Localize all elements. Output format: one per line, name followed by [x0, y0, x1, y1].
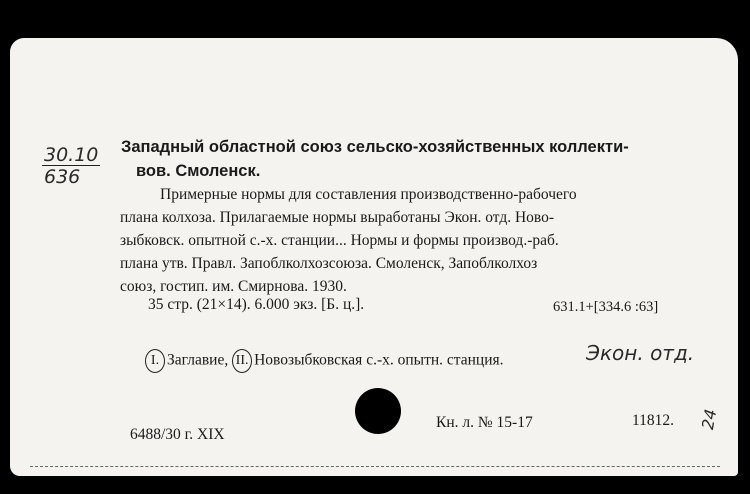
corner-handwritten-mark: 24	[698, 407, 721, 431]
call-number-bottom: 636	[44, 166, 81, 188]
tracing-1-number: I.	[145, 349, 165, 373]
description-line-1: Примерные нормы для составления производственно-рабочего	[160, 186, 577, 203]
card-bottom-edge-line	[30, 466, 720, 467]
tracing-2-number: II.	[232, 349, 252, 373]
description-line-4: плана утв. Правл. Запоблколхозсоюза. Смоленск, Запоблколхоз	[120, 255, 538, 272]
tracings	[145, 349, 504, 373]
footer-book-chronicle: Кн. л. № 15-17	[436, 414, 533, 431]
classification-number: 631.1+[334.6 :63]	[553, 299, 659, 315]
punch-hole	[355, 388, 401, 434]
tracing-2-label: Новозыбковская с.-х. опытн. станция.	[254, 351, 504, 369]
card-heading-line-2: вов. Смоленск.	[136, 162, 261, 180]
footer-accession: 6488/30 г. XIX	[130, 426, 225, 443]
card-heading-line-1: Западный областной союз сельско-хозяйственных коллекти-	[121, 138, 629, 156]
description-line-5: союз, гостип. им. Смирнова. 1930.	[120, 278, 347, 295]
description-line-3: зыбковск. опытной с.-х. станции... Нормы и формы производ.-раб.	[120, 232, 559, 249]
handwritten-annotation: Экон. отд.	[586, 341, 695, 365]
call-number-top: 30.10	[44, 144, 99, 166]
tracing-1-label: Заглавие,	[167, 351, 229, 369]
footer-record-number: 11812.	[632, 412, 675, 429]
call-number	[42, 146, 100, 187]
collation: 35 стр. (21×14). 6.000 экз. [Б. ц.].	[148, 296, 365, 313]
description-line-2: плана колхоза. Прилагаемые нормы выработаны Экон. отд. Ново-	[120, 209, 555, 226]
